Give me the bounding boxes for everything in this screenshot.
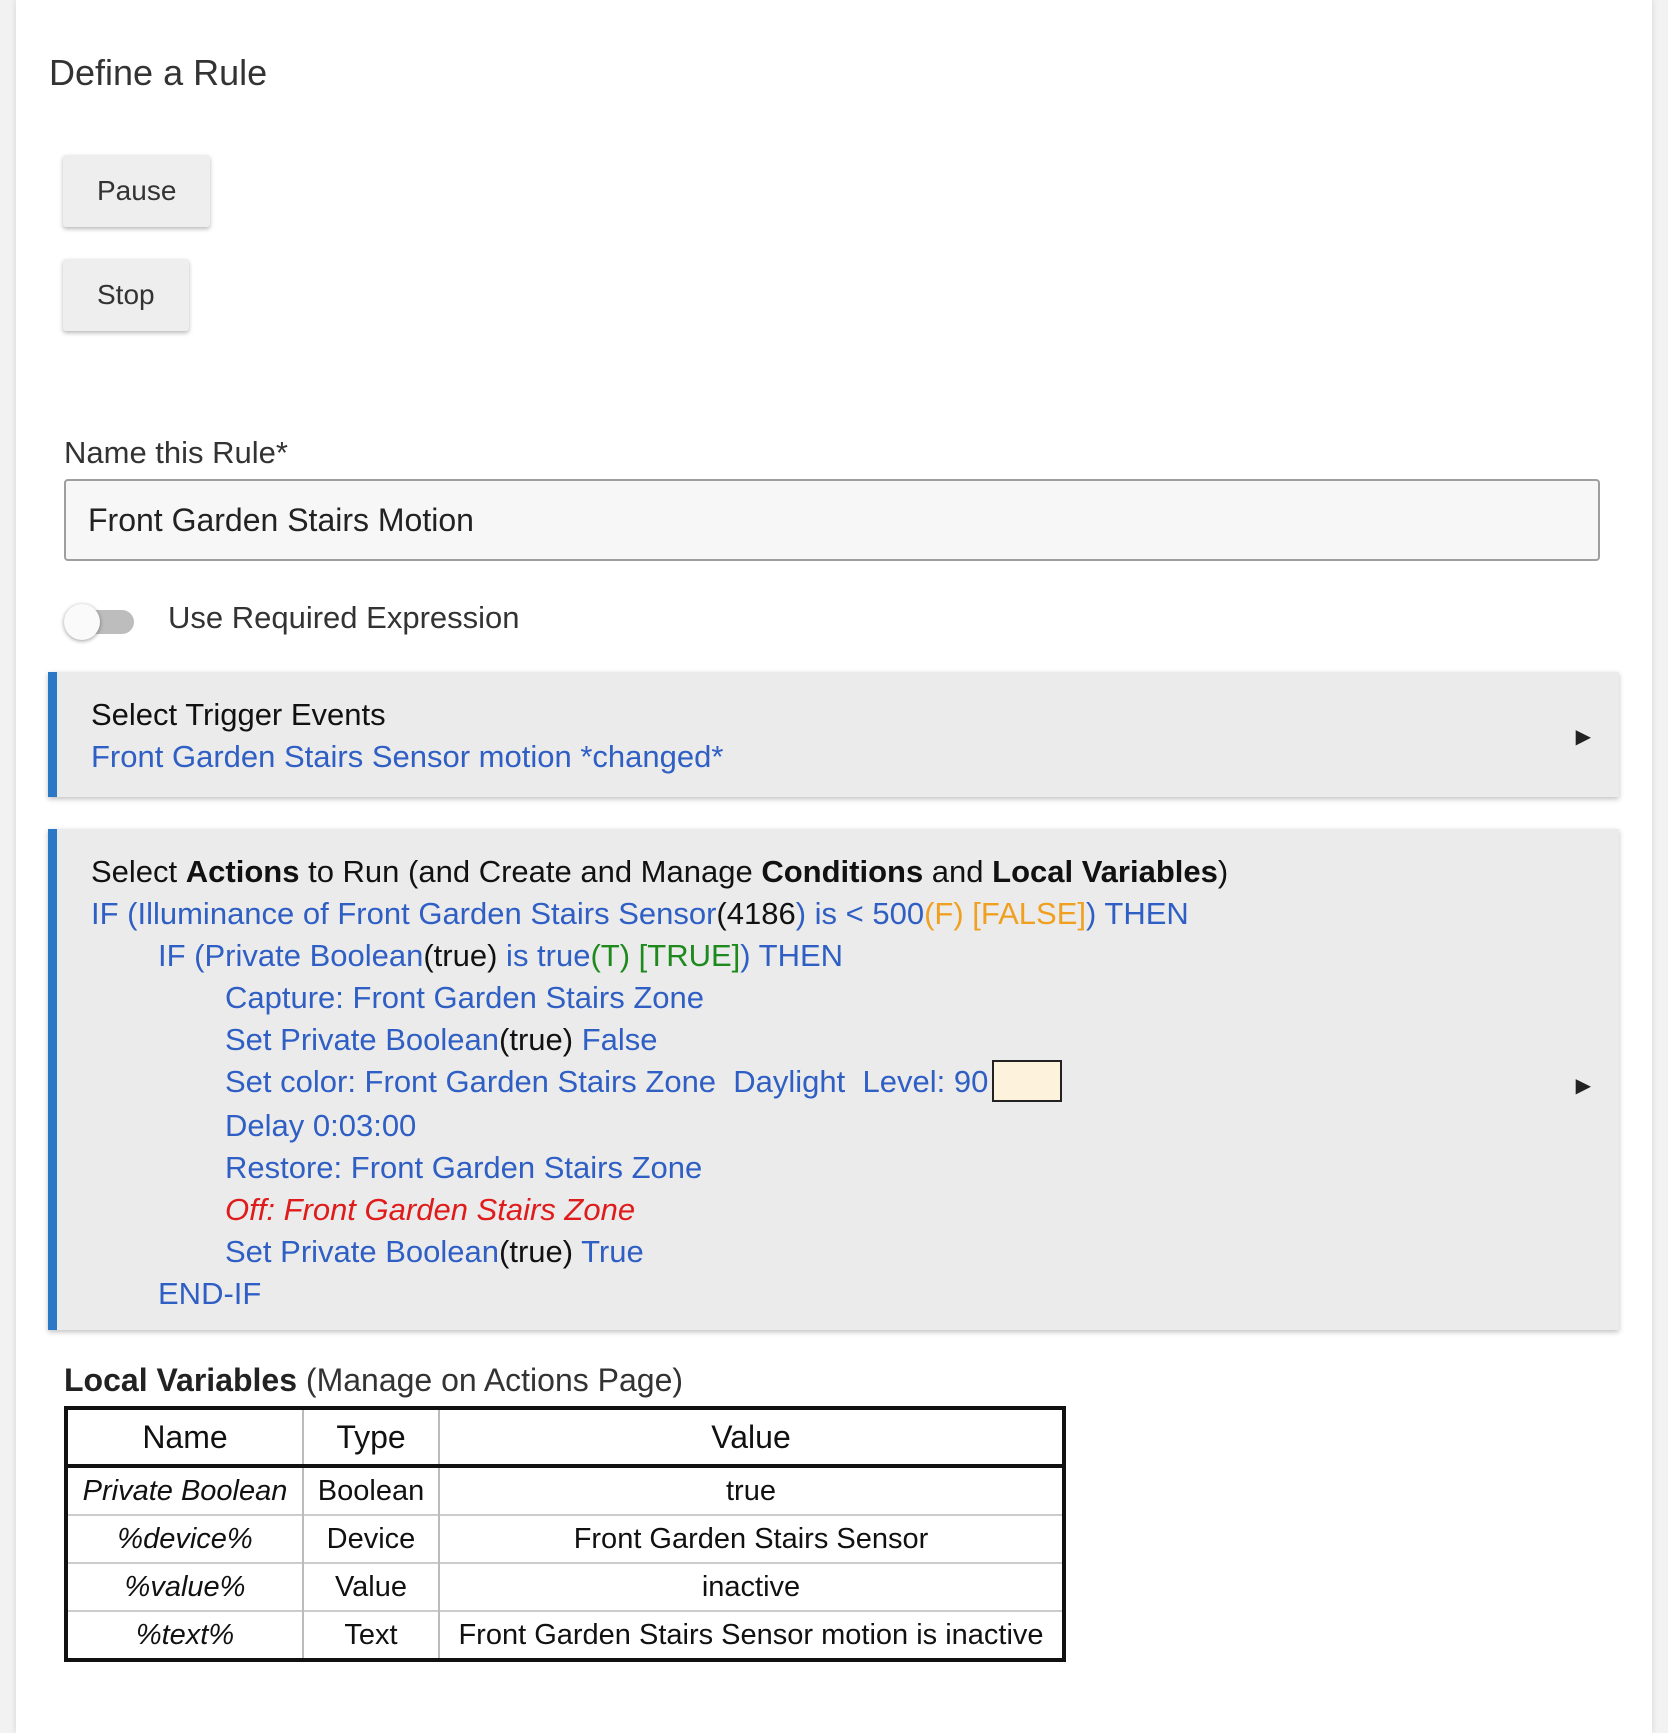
action-off: Off: Front Garden Stairs Zone — [225, 1191, 636, 1227]
rule-name-label: Name this Rule* — [64, 435, 288, 470]
table-row — [66, 1515, 1064, 1563]
table-row — [66, 1563, 1064, 1611]
action-set-private-boolean-false: Set Private Boolean(true) False — [225, 1022, 658, 1057]
variable-value: Front Garden Stairs Sensor motion is inactive — [439, 1611, 1064, 1660]
table-row — [66, 1466, 1064, 1515]
variable-type: Device — [303, 1515, 439, 1563]
table-row — [66, 1611, 1064, 1660]
rule-name-input[interactable] — [64, 479, 1600, 561]
action-set-color: Set color: Front Garden Stairs Zone Daylight Level: 90 — [91, 1061, 1619, 1105]
action-if-private-boolean: IF (Private Boolean(true) is true(T) [TRUE]) THEN — [158, 938, 844, 973]
action-delay: Delay 0:03:00 — [225, 1107, 417, 1143]
variable-name: Private Boolean — [66, 1466, 303, 1515]
column-header-value: Value — [439, 1408, 1064, 1466]
required-expression-label: Use Required Expression — [168, 600, 520, 635]
local-variables-heading: Local Variables (Manage on Actions Page) — [64, 1362, 684, 1398]
variable-type: Value — [303, 1563, 439, 1611]
pause-button[interactable]: Pause — [63, 155, 210, 227]
variable-name: %device% — [66, 1515, 303, 1563]
variable-name: %value% — [66, 1563, 303, 1611]
toggle-thumb — [64, 604, 100, 640]
trigger-events-heading: Select Trigger Events — [91, 697, 386, 732]
expand-arrow-icon[interactable]: ▶ — [1575, 726, 1591, 748]
actions-panel[interactable] — [48, 829, 1619, 1330]
expand-arrow-icon[interactable]: ▶ — [1575, 1075, 1591, 1097]
variable-value: inactive — [439, 1563, 1064, 1611]
action-set-private-boolean-true: Set Private Boolean(true) True — [225, 1233, 644, 1269]
column-header-type: Type — [303, 1408, 439, 1466]
color-swatch — [992, 1060, 1062, 1102]
local-variables-table — [64, 1406, 1066, 1662]
action-if-illuminance: IF (Illuminance of Front Garden Stairs Sensor(4186) is < 500(F) [FALSE]) THEN — [91, 896, 1189, 931]
page-title: Define a Rule — [49, 52, 268, 93]
trigger-events-panel[interactable] — [48, 672, 1619, 797]
variable-type: Text — [303, 1611, 439, 1660]
required-expression-toggle[interactable] — [64, 604, 138, 638]
stop-button[interactable]: Stop — [63, 259, 189, 331]
table-header-row — [66, 1408, 1064, 1466]
trigger-summary: Front Garden Stairs Sensor motion *changed* — [91, 739, 724, 774]
rule-page — [16, 0, 1652, 1733]
variable-name: %text% — [66, 1611, 303, 1660]
actions-heading: Select Actions to Run (and Create and Manage Conditions and Local Variables) — [91, 854, 1229, 889]
column-header-name: Name — [66, 1408, 303, 1466]
action-end-if: END-IF — [158, 1275, 262, 1311]
variable-type: Boolean — [303, 1466, 439, 1515]
variable-value: Front Garden Stairs Sensor — [439, 1515, 1064, 1563]
action-capture: Capture: Front Garden Stairs Zone — [225, 980, 705, 1015]
action-restore: Restore: Front Garden Stairs Zone — [225, 1149, 703, 1185]
variable-value: true — [439, 1466, 1064, 1515]
